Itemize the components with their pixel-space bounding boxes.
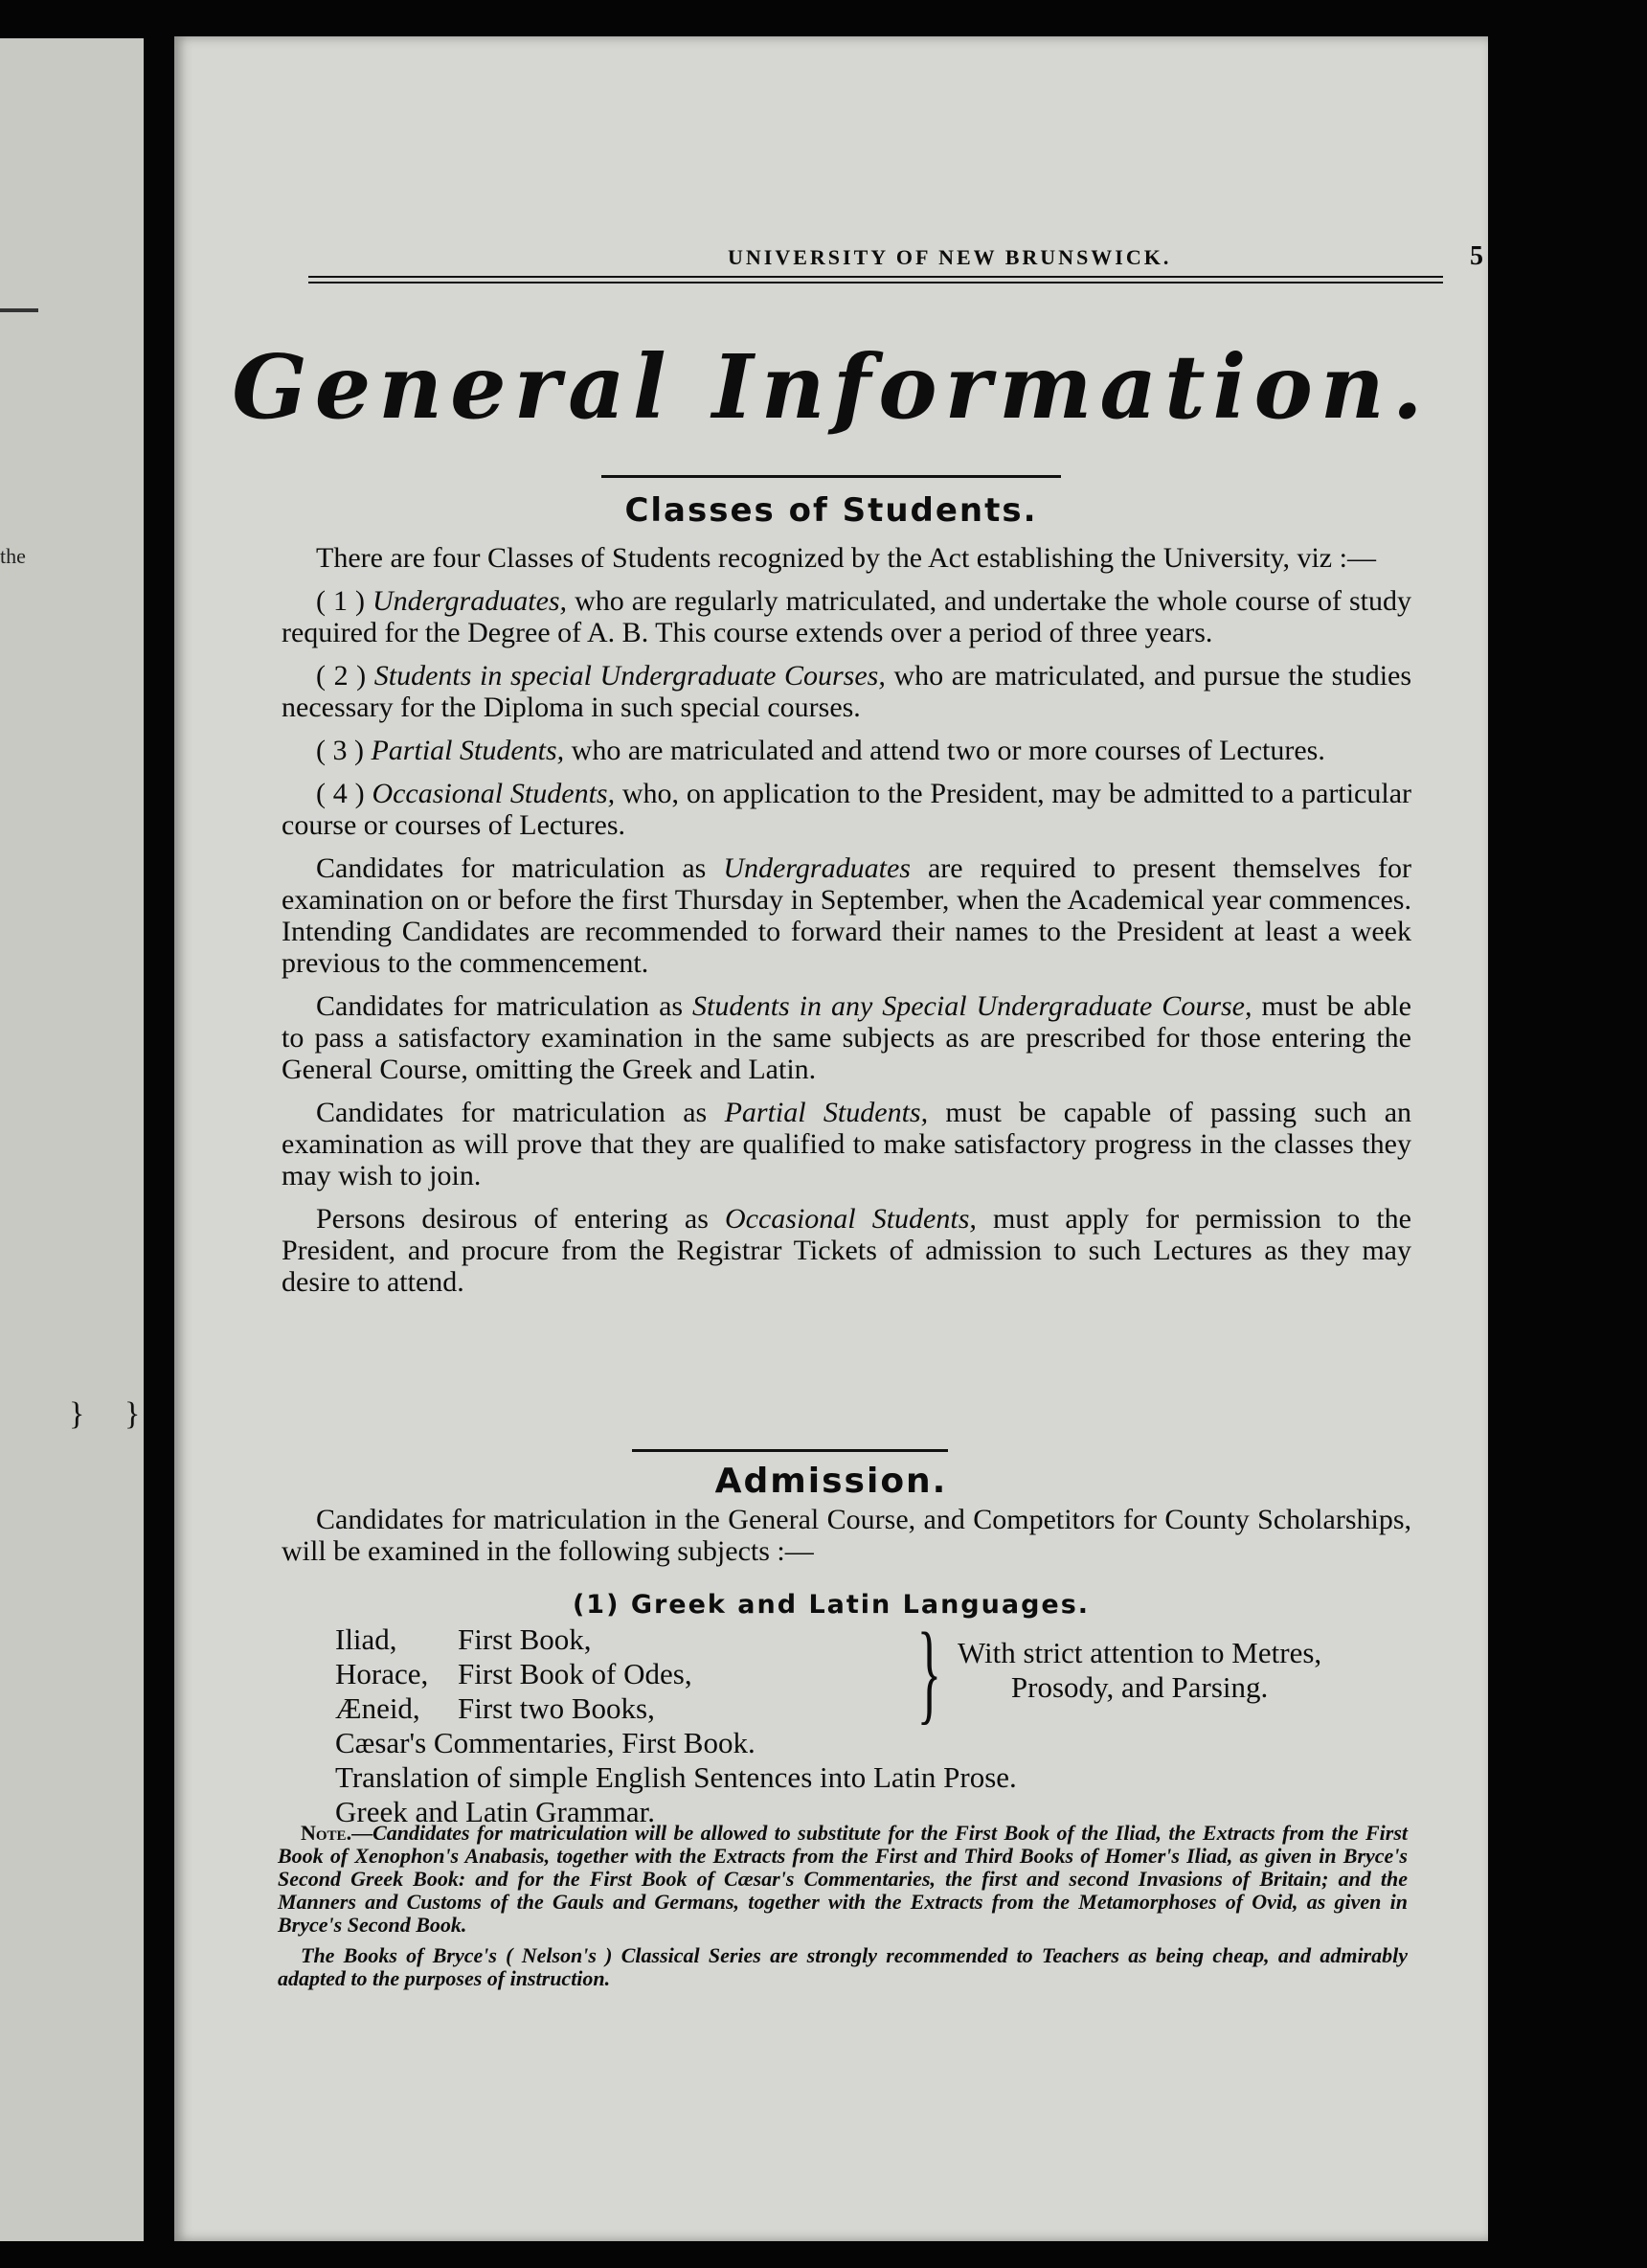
- class-item: ( 4 ) Occasional Students, who, on application to the President, may be admitted to a particular course or courses of Lectures.: [282, 778, 1412, 841]
- note-paragraph: The Books of Bryce's ( Nelson's ) Classical Series are strongly recommended to Teachers as being cheap, and admirably adapted to the purposes of instruction.: [278, 1943, 1408, 1990]
- extra-subject: Cæsar's Commentaries, First Book.: [335, 1726, 756, 1759]
- section-heading-classes: Classes of Students.: [624, 491, 1038, 530]
- page-number: 5: [1470, 241, 1486, 271]
- paragraph: Candidates for matriculation as Partial Students, must be capable of passing such an examination as will prove that they are qualified to make satisfactory progress in the classes they may wish to join.: [282, 1097, 1412, 1191]
- left-page-fragment: the: [0, 544, 26, 568]
- books-note: With strict attention to Metres, Prosody, and Parsing.: [958, 1636, 1322, 1704]
- left-page-edge: [0, 38, 144, 2241]
- page-title: General Information.: [232, 335, 1431, 439]
- admission-intro: Candidates for matriculation in the General Course, and Competitors for County Scholarships, will be examined in the following subjects :—: [282, 1504, 1411, 1567]
- paragraph: Candidates for matriculation as Students in any Special Undergraduate Course, must be able to pass a satisfactory examination in the same subjects as are prescribed for those entering the General Course, omitting the Greek and Latin.: [282, 990, 1411, 1085]
- brace-icon: }: [916, 1609, 942, 1735]
- note-paragraph: Note.—Candidates for matriculation will be allowed to substitute for the First Book of the Iliad, the Extracts from the First Book of Xenophon's Anabasis, together with the Extracts from the First and Third Books of Homer's Iliad, as given in Bryce's Second Greek Book: and for the First Book of Cæsar's Commentaries, the first and second Invasions of Britain; and the Manners and Customs of the Gauls and Germans, together with the Extracts from the Metamorphoses of Ovid, as given in Bryce's Second Book.: [278, 1821, 1408, 1937]
- document-page: [174, 36, 1488, 2241]
- running-title: UNIVERSITY OF NEW BRUNSWICK.: [728, 245, 1172, 269]
- subheading-languages: (1) Greek and Latin Languages.: [572, 1590, 1091, 1620]
- classes-body: [282, 542, 1411, 1309]
- book-row: Horace, First Book of Odes,: [335, 1657, 692, 1690]
- book-list: [335, 1609, 1388, 1829]
- section-rule: [632, 1449, 948, 1452]
- class-item: ( 1 ) Undergraduates, who are regularly matriculated, and undertake the whole course of study required for the Degree of A. B. This course extends over a period of three years.: [282, 585, 1412, 648]
- class-item: ( 3 ) Partial Students, who are matriculated and attend two or more courses of Lectures.: [316, 735, 1325, 766]
- book-row: Æneid, First two Books,: [335, 1691, 655, 1725]
- left-page-rule: [0, 308, 38, 312]
- brace-mark-icon: }: [69, 1396, 85, 1432]
- classes-intro: There are four Classes of Students recognized by the Act establishing the University, viz :—: [316, 542, 1376, 574]
- title-rule: [601, 475, 1061, 478]
- brace-mark-icon: }: [124, 1396, 141, 1432]
- header-rule: [308, 276, 1443, 284]
- class-item: ( 2 ) Students in special Undergraduate Courses, who are matriculated, and pursue the studies necessary for the Diploma in such special courses.: [282, 660, 1412, 723]
- footnote: [278, 1822, 1408, 1998]
- paragraph: Persons desirous of entering as Occasional Students, must apply for permission to the President, and procure from the Registrar Tickets of admission to such Lectures as they may desire to attend.: [282, 1203, 1411, 1298]
- section-heading-admission: Admission.: [714, 1462, 948, 1501]
- extra-subject: Greek and Latin Grammar.: [335, 1795, 655, 1828]
- admission-body: [282, 1504, 1411, 1578]
- paragraph: Candidates for matriculation as Undergraduates are required to present themselves for examination on or before the first Thursday in September, when the Academical year commences. Intending Candidates are recommended to forward their names to the President at least a week previous to the commencement.: [282, 852, 1411, 979]
- extra-subject: Translation of simple English Sentences into Latin Prose.: [335, 1760, 1017, 1794]
- book-row: Iliad, First Book,: [335, 1622, 592, 1656]
